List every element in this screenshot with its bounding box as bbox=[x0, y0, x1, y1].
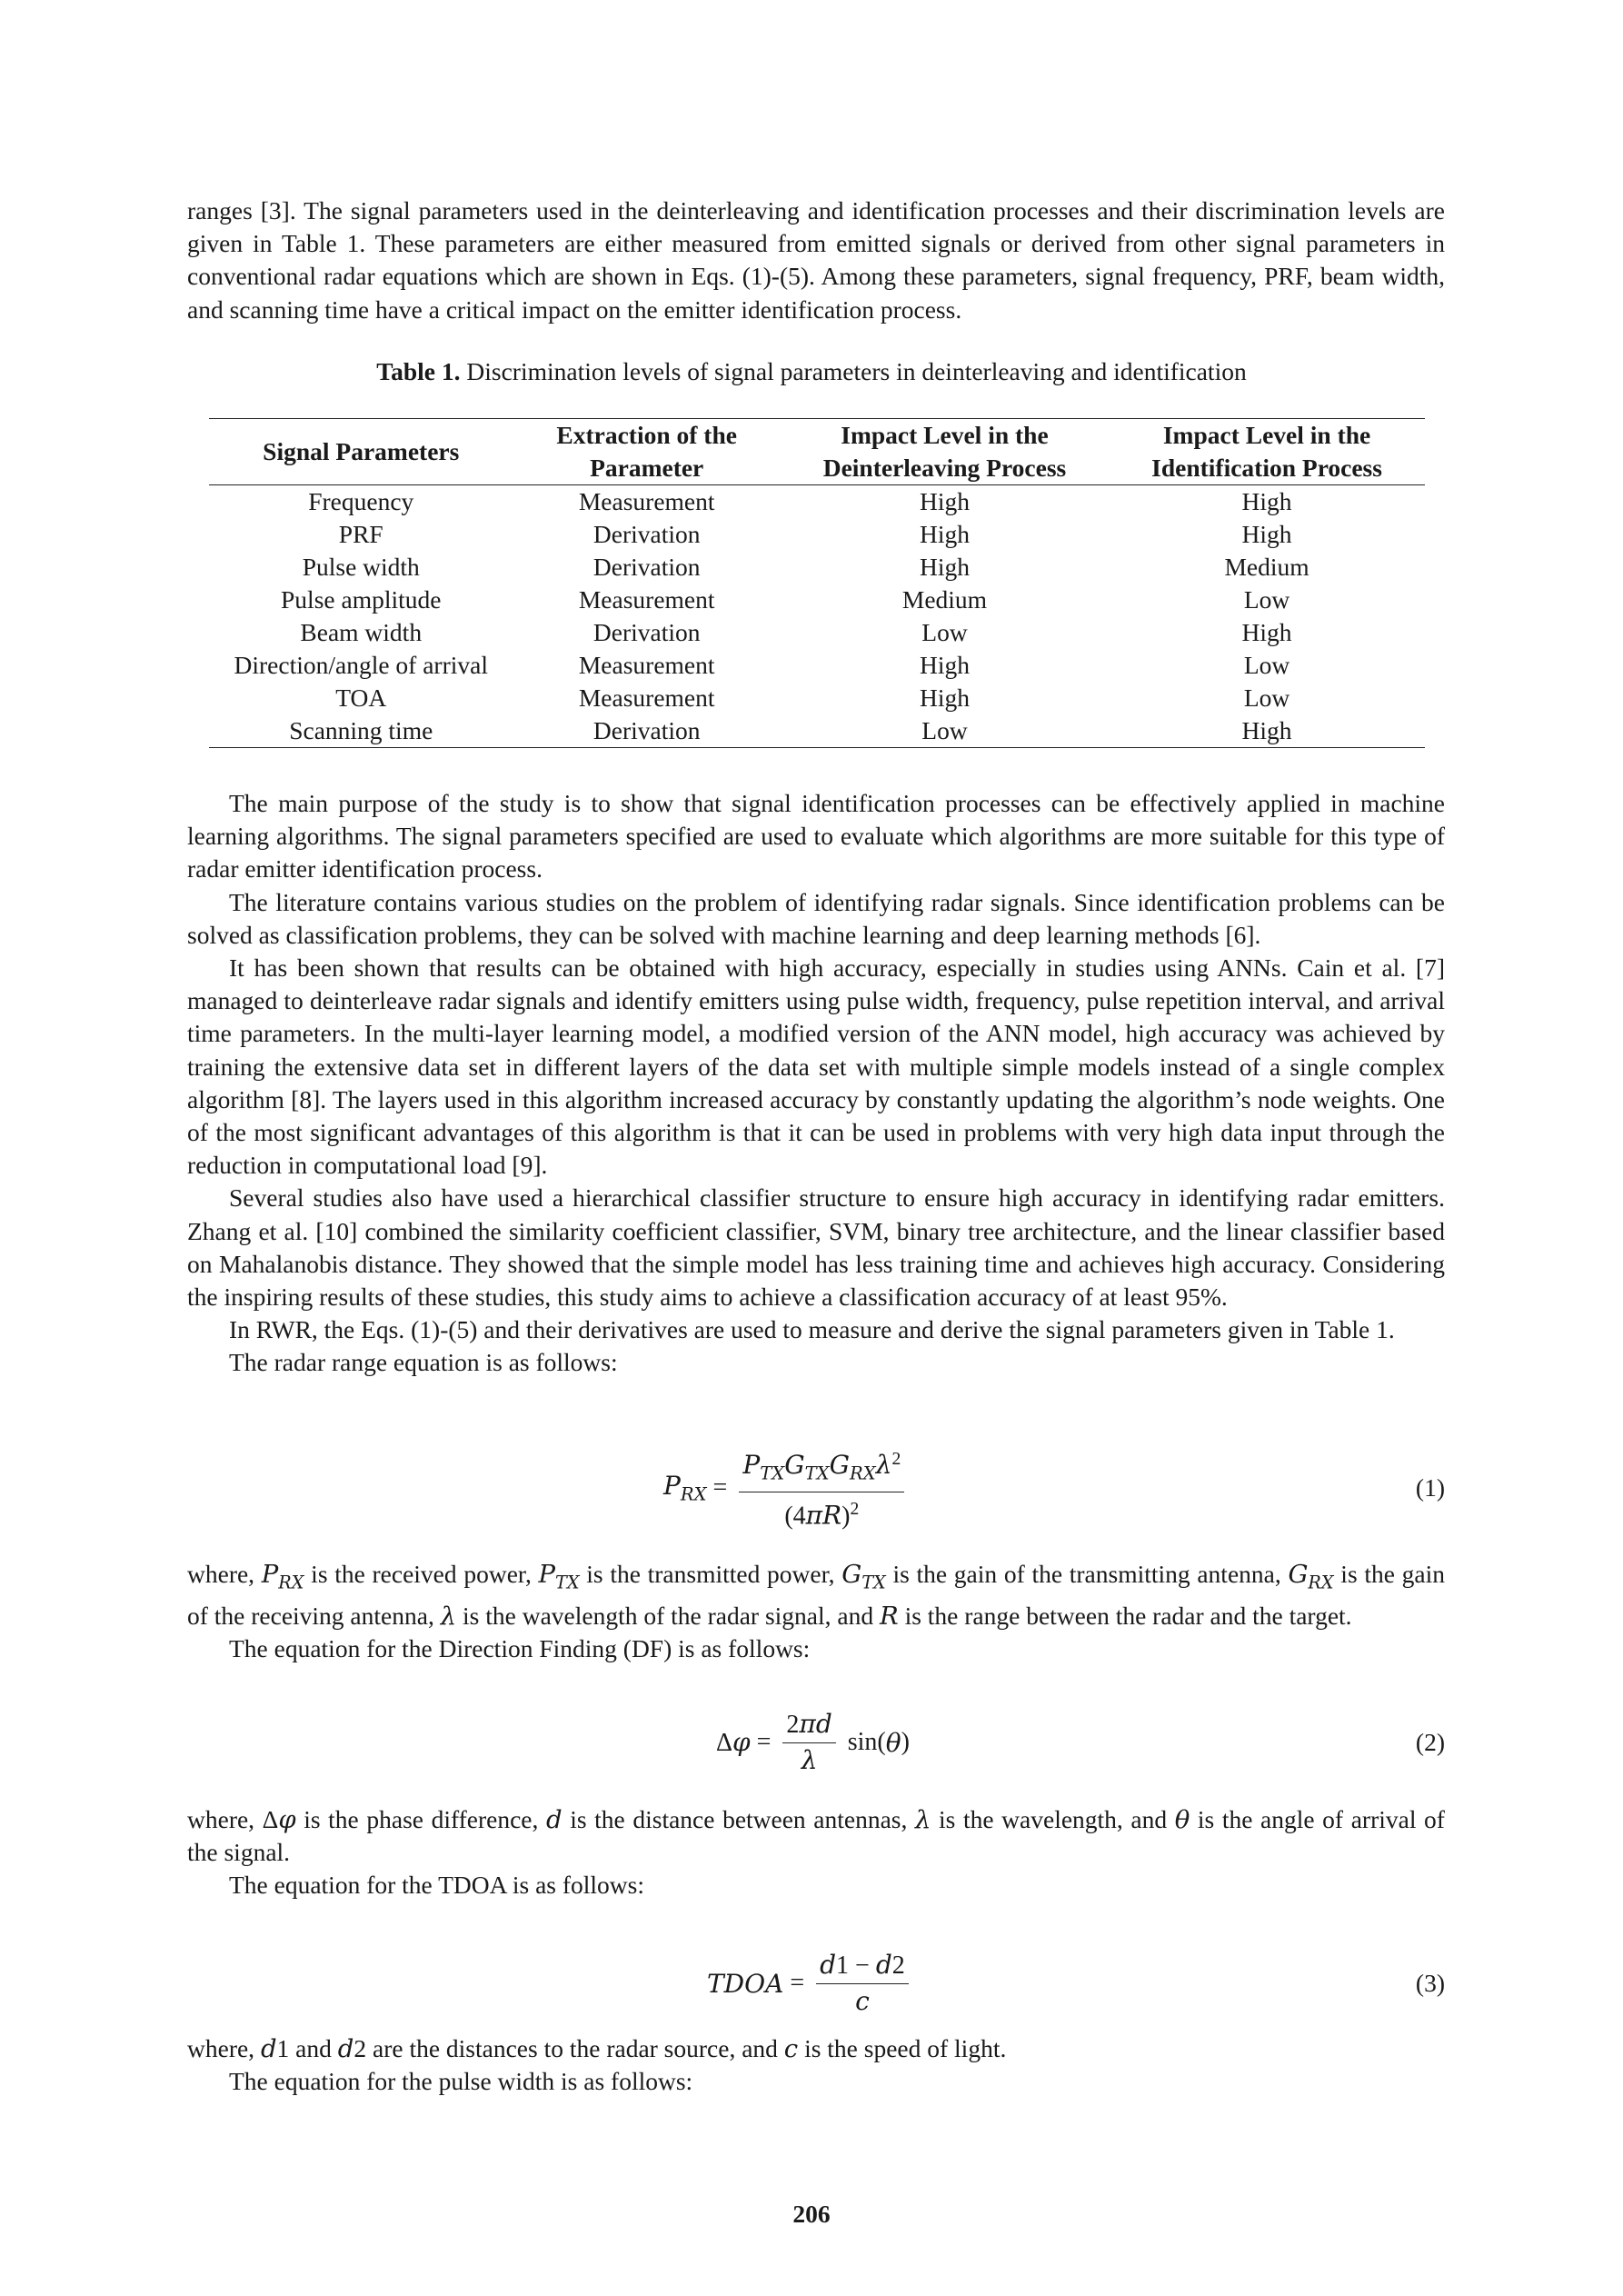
table-cell: Frequency bbox=[308, 487, 414, 515]
table-header-row bbox=[209, 419, 1425, 485]
paragraph-rwr: In RWR, the Eqs. (1)-(5) and their derivatives are used to measure and derive the signal parameters given in Table 1. bbox=[229, 1315, 1395, 1344]
equation-3 bbox=[187, 1942, 1445, 2025]
eq2-where-text: where, Δφ is the phase difference, d is the distance between antennas, λ is the wavelength, and θ is the angle of arrival of the signal. bbox=[187, 1805, 1445, 1867]
tdoa-intro: The equation for the TDOA is as follows: bbox=[229, 1871, 644, 1900]
header-extraction: Extraction of the Parameter bbox=[556, 421, 737, 482]
table-cell: Derivation bbox=[592, 716, 701, 744]
table-cell: Pulse width bbox=[302, 553, 420, 581]
table-cell: High bbox=[1241, 618, 1292, 646]
table-cell: Measurement bbox=[578, 585, 715, 614]
table-cell: Medium bbox=[1224, 553, 1309, 581]
table-cell: High bbox=[919, 520, 970, 548]
table-row bbox=[209, 584, 1425, 616]
paragraph-ann-studies: It has been shown that results can be obtained with high accuracy, especially in studies using ANNs. Cain et al. [7] managed to deinterleave radar signals and identify emitters using pulse width, frequency, pulse repetition interval, and arrival time parameters. In the multi-layer learning model, a modified version of the ANN model, high accuracy was achieved by training the extensive data set in different layers of the data set with multiple simple models instead of a single complex algorithm [8]. The layers used in this algorithm increased accuracy by constantly updating the algorithm’s node weights. One of the most significant advantages of this algorithm is that it can be used in problems with very high data input through the reduction in computational load [9]. bbox=[187, 953, 1445, 1180]
table-row bbox=[209, 714, 1425, 748]
table-cell: High bbox=[919, 487, 970, 515]
table-cell: Beam width bbox=[300, 618, 423, 646]
table-cell: Low bbox=[1243, 684, 1290, 712]
paragraph-purpose: The main purpose of the study is to show that signal identification processes can be effectively applied in machine learning algorithms. The signal parameters specified are used to evaluate which algorithms are more suitable for this type of radar emitter identification process. bbox=[187, 789, 1445, 883]
equation-2-body: Δφ = $\frac{2\pi d}{\lambda}$ sin( θ ) bbox=[716, 1708, 910, 1775]
table-cell: Derivation bbox=[592, 553, 701, 581]
table-cell: High bbox=[919, 684, 970, 712]
table-cell: Medium bbox=[901, 585, 988, 614]
table-row bbox=[209, 616, 1425, 649]
table-cell: Pulse amplitude bbox=[281, 585, 442, 614]
table-cell: Low bbox=[921, 716, 968, 744]
table-cell: Measurement bbox=[578, 684, 715, 712]
intro-paragraph: ranges [3]. The signal parameters used in the deinterleaving and identification processes and their discrimination levels are given in Table 1. These parameters are either measured from emitted signals or derived from other signal parameters in conventional radar equations which are shown in Eqs. (1)-(5). Among these parameters, signal frequency, PRF, beam width, and scanning time have a critical impact on the emitter identification process. bbox=[187, 196, 1445, 324]
eq1-where-text: where, $P_{RX}$ is the received power, $P_{TX}$ is the transmitted power, $G_{TX}$ is the gain of the transmitting antenna, $G_{RX}$ is the gain of the receiving antenna, λ is the wavelength of the radar signal, and R is the range between the radar and the target. bbox=[187, 1560, 1445, 1631]
equation-1-number: (1) bbox=[1415, 1473, 1445, 1502]
table-cell: Derivation bbox=[592, 520, 701, 548]
body-text bbox=[187, 787, 1445, 1380]
table-row bbox=[209, 485, 1425, 519]
paragraph-hierarchical: Several studies also have used a hierarchical classifier structure to ensure high accuracy in identifying radar emitters. Zhang et al. [10] combined the similarity coefficient classifier, SVM, binary tree architecture, and the linear classifier based on Mahalanobis distance. They showed that the simple model has less training time and achieves high accuracy. Considering the inspiring results of these studies, this study aims to achieve a classification accuracy of at least 95%. bbox=[187, 1183, 1445, 1312]
table-row bbox=[209, 518, 1425, 551]
equation-1 bbox=[187, 1447, 1445, 1529]
table-cell: Measurement bbox=[578, 651, 715, 679]
table-cell: Scanning time bbox=[289, 716, 433, 744]
df-intro: The equation for the Direction Finding (DF) is as follows: bbox=[229, 1633, 811, 1662]
table-cell: Measurement bbox=[578, 487, 715, 515]
page-number: 206 bbox=[792, 2200, 831, 2228]
table-caption bbox=[0, 355, 1623, 388]
table-cell: High bbox=[1241, 487, 1292, 515]
pulse-width-intro: The equation for the pulse width is as follows: bbox=[229, 2067, 693, 2096]
table-cell: High bbox=[919, 553, 970, 581]
discrimination-table bbox=[209, 418, 1425, 748]
header-deinterleaving-impact: Impact Level in the Deinterleaving Process bbox=[822, 421, 1067, 482]
table-cell: Low bbox=[1243, 651, 1290, 679]
table-cell: High bbox=[1241, 716, 1292, 744]
table-cell: High bbox=[919, 651, 970, 679]
table-caption-label: Table 1. bbox=[376, 357, 461, 385]
table-row bbox=[209, 649, 1425, 682]
table-cell: TOA bbox=[335, 684, 387, 712]
eq3-where-block bbox=[187, 2032, 1445, 2098]
table-row bbox=[209, 682, 1425, 714]
table-caption-text: Discrimination levels of signal parameters in deinterleaving and identification bbox=[466, 357, 1247, 385]
equation-1-body: $P_{RX}$ = $\frac{P_{TX}G_{TX}G_{RX}\lambda^2}{(4\pi R)^2}$ bbox=[663, 1447, 910, 1529]
equation-2-number: (2) bbox=[1415, 1728, 1445, 1756]
equation-2 bbox=[187, 1702, 1445, 1783]
header-signal-parameters: Signal Parameters bbox=[263, 437, 460, 465]
header-identification-impact: Impact Level in the Identification Process bbox=[1151, 421, 1382, 482]
table-row bbox=[209, 551, 1425, 584]
table-cell: PRF bbox=[338, 520, 383, 548]
equation-3-number: (3) bbox=[1415, 1969, 1445, 1997]
eq2-where-block bbox=[187, 1803, 1445, 1902]
table-cell: High bbox=[1241, 520, 1292, 548]
table-cell: Low bbox=[1243, 585, 1290, 614]
equation-3-body: TDOA = $\frac{d1 - d2}{c}$ bbox=[707, 1942, 914, 2025]
intro-block bbox=[187, 195, 1445, 326]
eq1-where-block bbox=[187, 1558, 1445, 1665]
table-cell: Direction/angle of arrival bbox=[234, 651, 488, 679]
table-cell: Derivation bbox=[592, 618, 701, 646]
paragraph-radar-range-intro: The radar range equation is as follows: bbox=[229, 1348, 618, 1377]
eq3-where-text: where, d1 and d2 are the distances to the radar source, and c is the speed of light. bbox=[187, 2034, 1007, 2063]
table-cell: Low bbox=[921, 618, 968, 646]
paragraph-literature: The literature contains various studies on the problem of identifying radar signals. Since identification problems can be solved as classification problems, they can be solved with machine learning and deep learning methods [6]. bbox=[187, 887, 1445, 949]
